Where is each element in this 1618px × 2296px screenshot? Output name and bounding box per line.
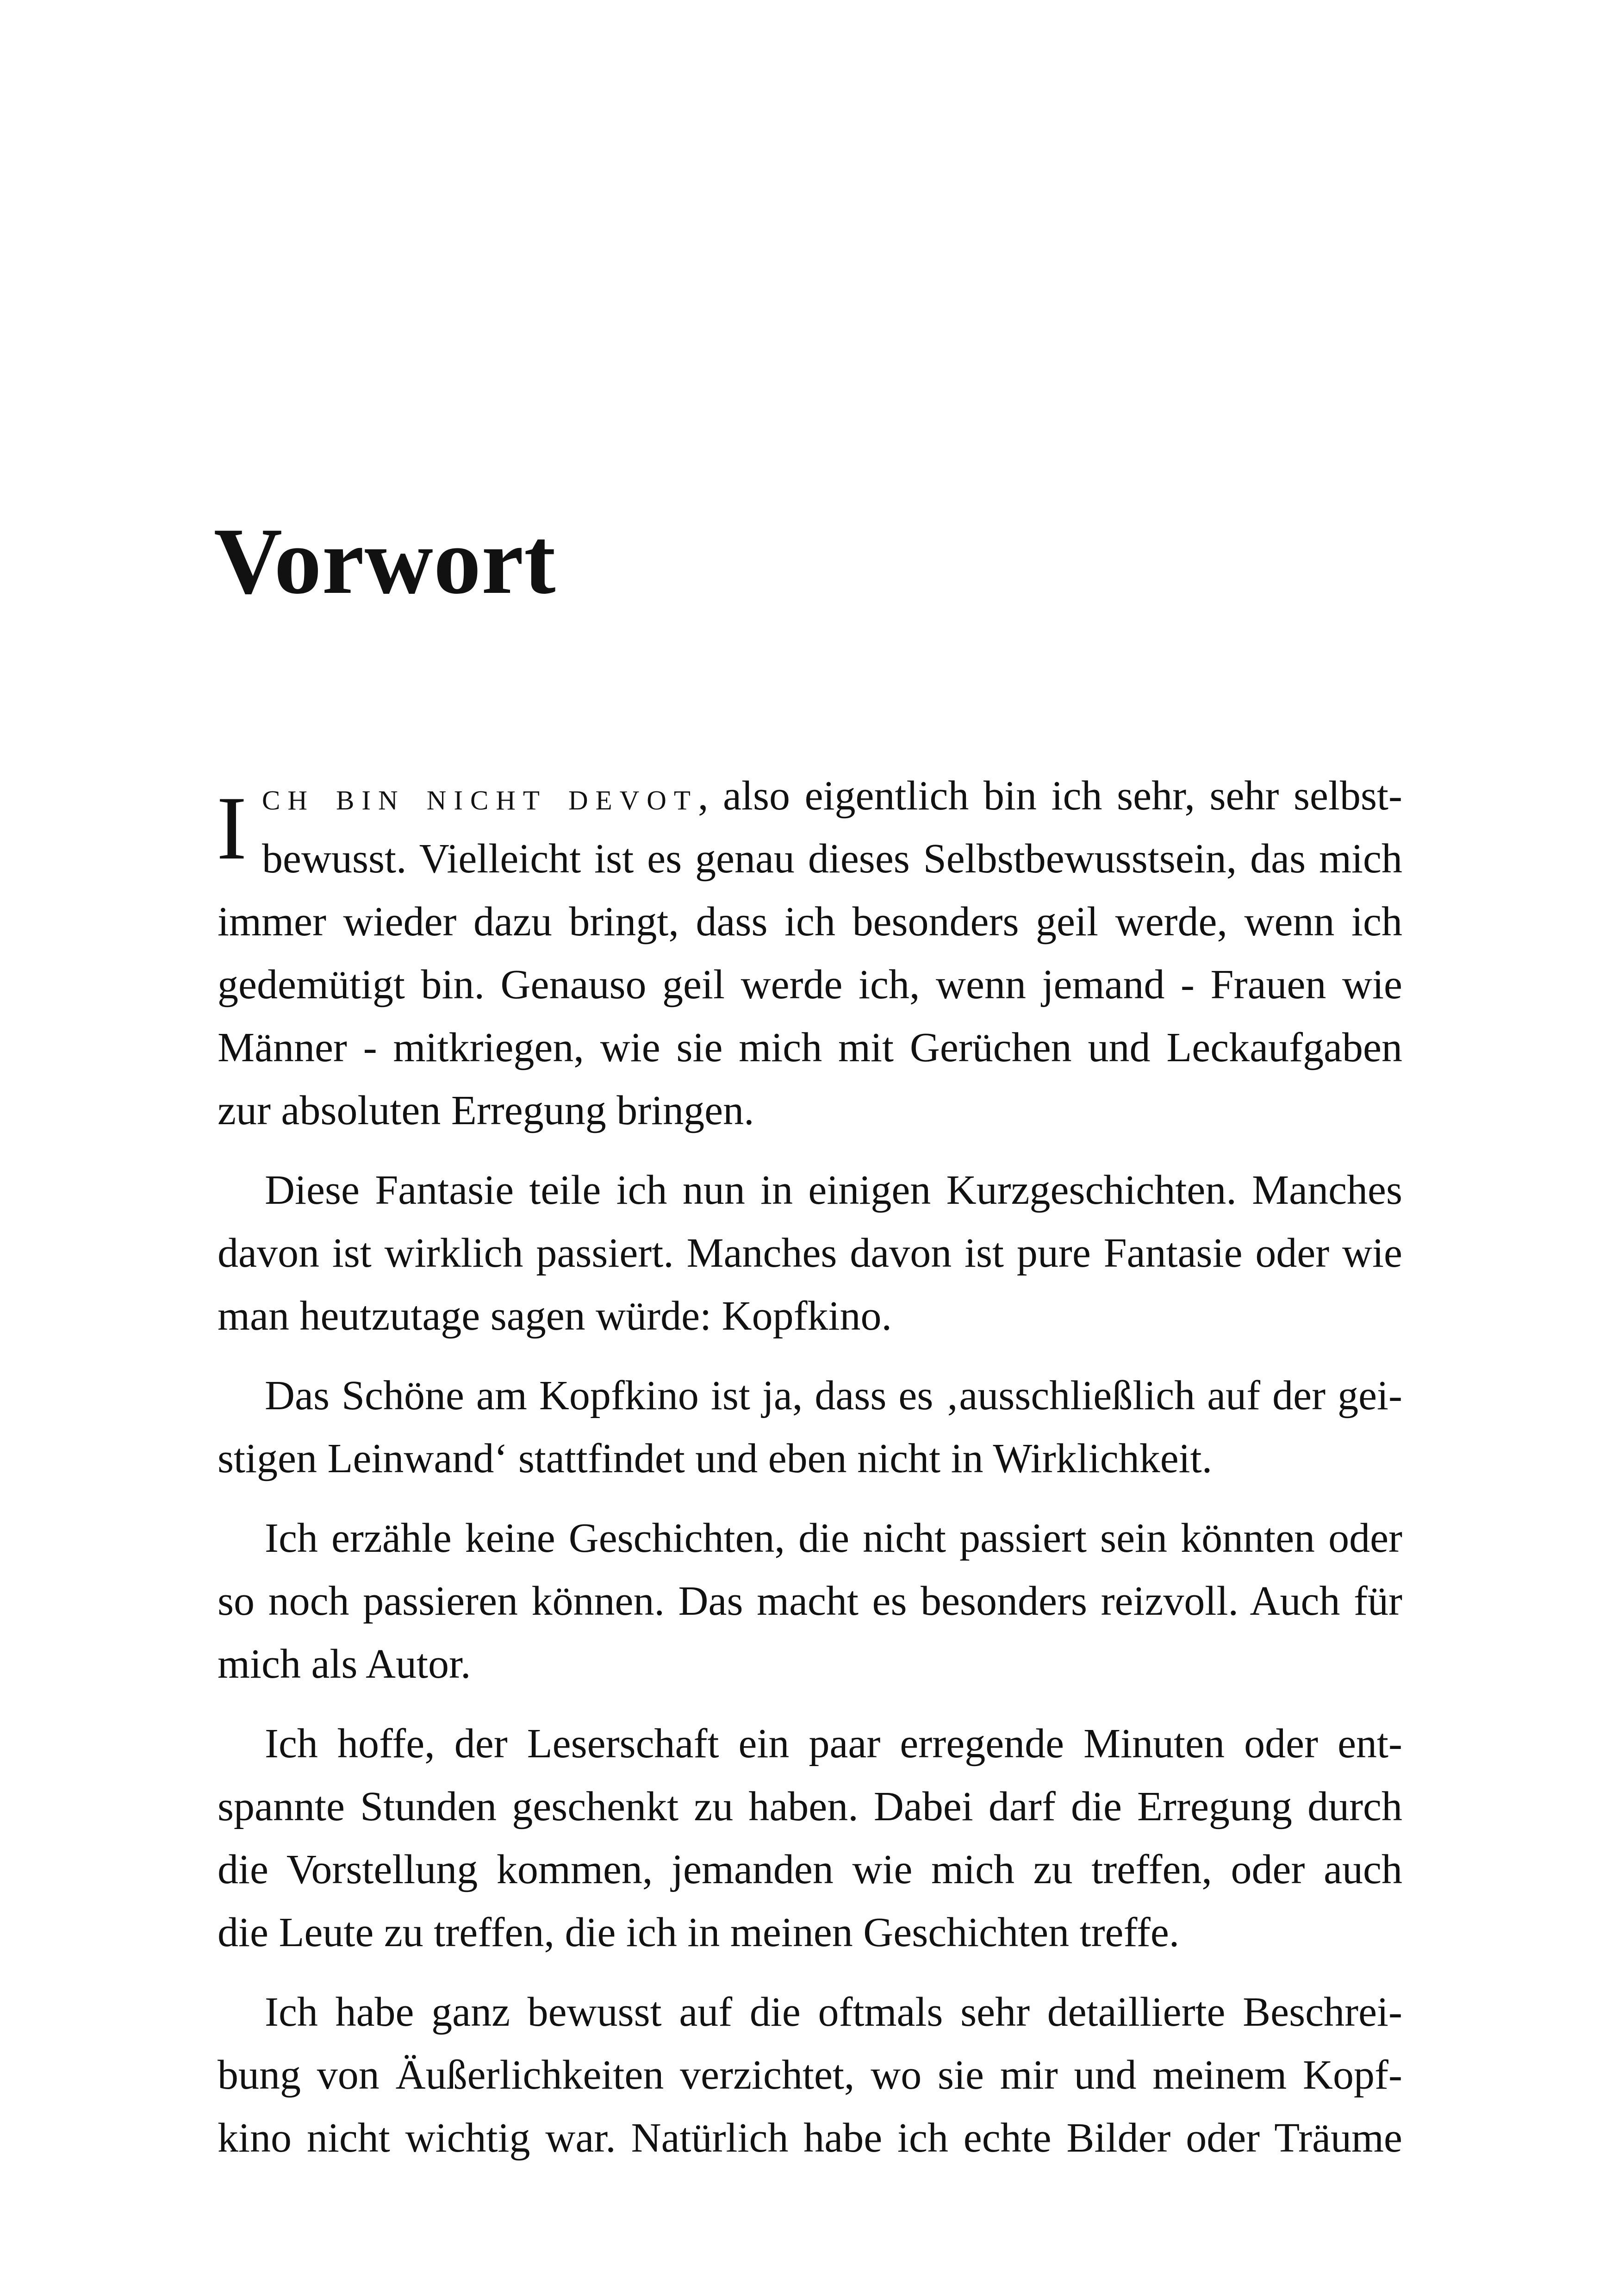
paragraph-line: zur absoluten Erregung bringen. [218, 1088, 754, 1133]
first-line-text: , also eigentlich bin ich sehr, sehr selbst- [697, 773, 1403, 819]
small-caps-lead: ch bin nicht devot [262, 775, 698, 818]
paragraph-line: Das Schöne am Kopfkino ist ja, dass es ‚ausschließlich auf der gei- [265, 1373, 1402, 1419]
paragraph-line: Diese Fantasie teile ich nun in einigen Kurzgeschichten. Manches [265, 1167, 1402, 1213]
paragraph-line: spannte Stunden geschenkt zu haben. Dabei darf die Erregung durch [218, 1784, 1402, 1829]
body-text [218, 765, 1402, 2170]
paragraph-line: bewusst. Vielleicht ist es genau dieses Selbstbewusstsein, das mich [262, 836, 1402, 882]
paragraph-line: stigen Leinwand‘ stattfindet und eben nicht in Wirklichkeit. [218, 1436, 1213, 1481]
paragraph-gap [218, 1696, 1402, 1712]
paragraph-line: gedemütigt bin. Genauso geil werde ich, wenn jemand - Frauen wie [218, 962, 1402, 1008]
paragraph-line: die Vorstellung kommen, jemanden wie mich zu treffen, oder auch [218, 1847, 1402, 1892]
paragraph-line: Männer - mitkriegen, wie sie mich mit Gerüchen und Leckaufgaben [218, 1025, 1402, 1070]
drop-cap: I [217, 778, 247, 878]
paragraph-gap [218, 1964, 1402, 1981]
paragraph-line: Ich habe ganz bewusst auf die oftmals sehr detaillierte Beschrei- [265, 1989, 1402, 2035]
paragraph-gap [218, 1142, 1402, 1159]
paragraph-gap [218, 1490, 1402, 1507]
paragraph-gap [218, 1348, 1402, 1364]
paragraph-line: davon ist wirklich passiert. Manches davon ist pure Fantasie oder wie [218, 1230, 1402, 1276]
paragraph-line: so noch passieren können. Das macht es besonders reizvoll. Auch für [218, 1578, 1402, 1624]
paragraph-line: mich als Autor. [218, 1641, 471, 1687]
paragraph-line: immer wieder dazu bringt, dass ich besonders geil werde, wenn ich [218, 899, 1402, 945]
paragraph-line: man heutzutage sagen würde: Kopfkino. [218, 1293, 892, 1339]
paragraph-line: Ich hoffe, der Leserschaft ein paar erregende Minuten oder ent- [265, 1721, 1402, 1767]
paragraph-line: Ich erzähle keine Geschichten, die nicht passiert sein könnten oder [265, 1515, 1402, 1561]
paragraph-line: kino nicht wichtig war. Natürlich habe ich echte Bilder oder Träume [218, 2115, 1402, 2161]
paragraph-line: die Leute zu treffen, die ich in meinen Geschichten treffe. [218, 1910, 1180, 1955]
chapter-title: Vorwort [214, 509, 556, 614]
paragraph-line: bung von Äußerlichkeiten verzichtet, wo sie mir und meinem Kopf- [218, 2052, 1402, 2098]
